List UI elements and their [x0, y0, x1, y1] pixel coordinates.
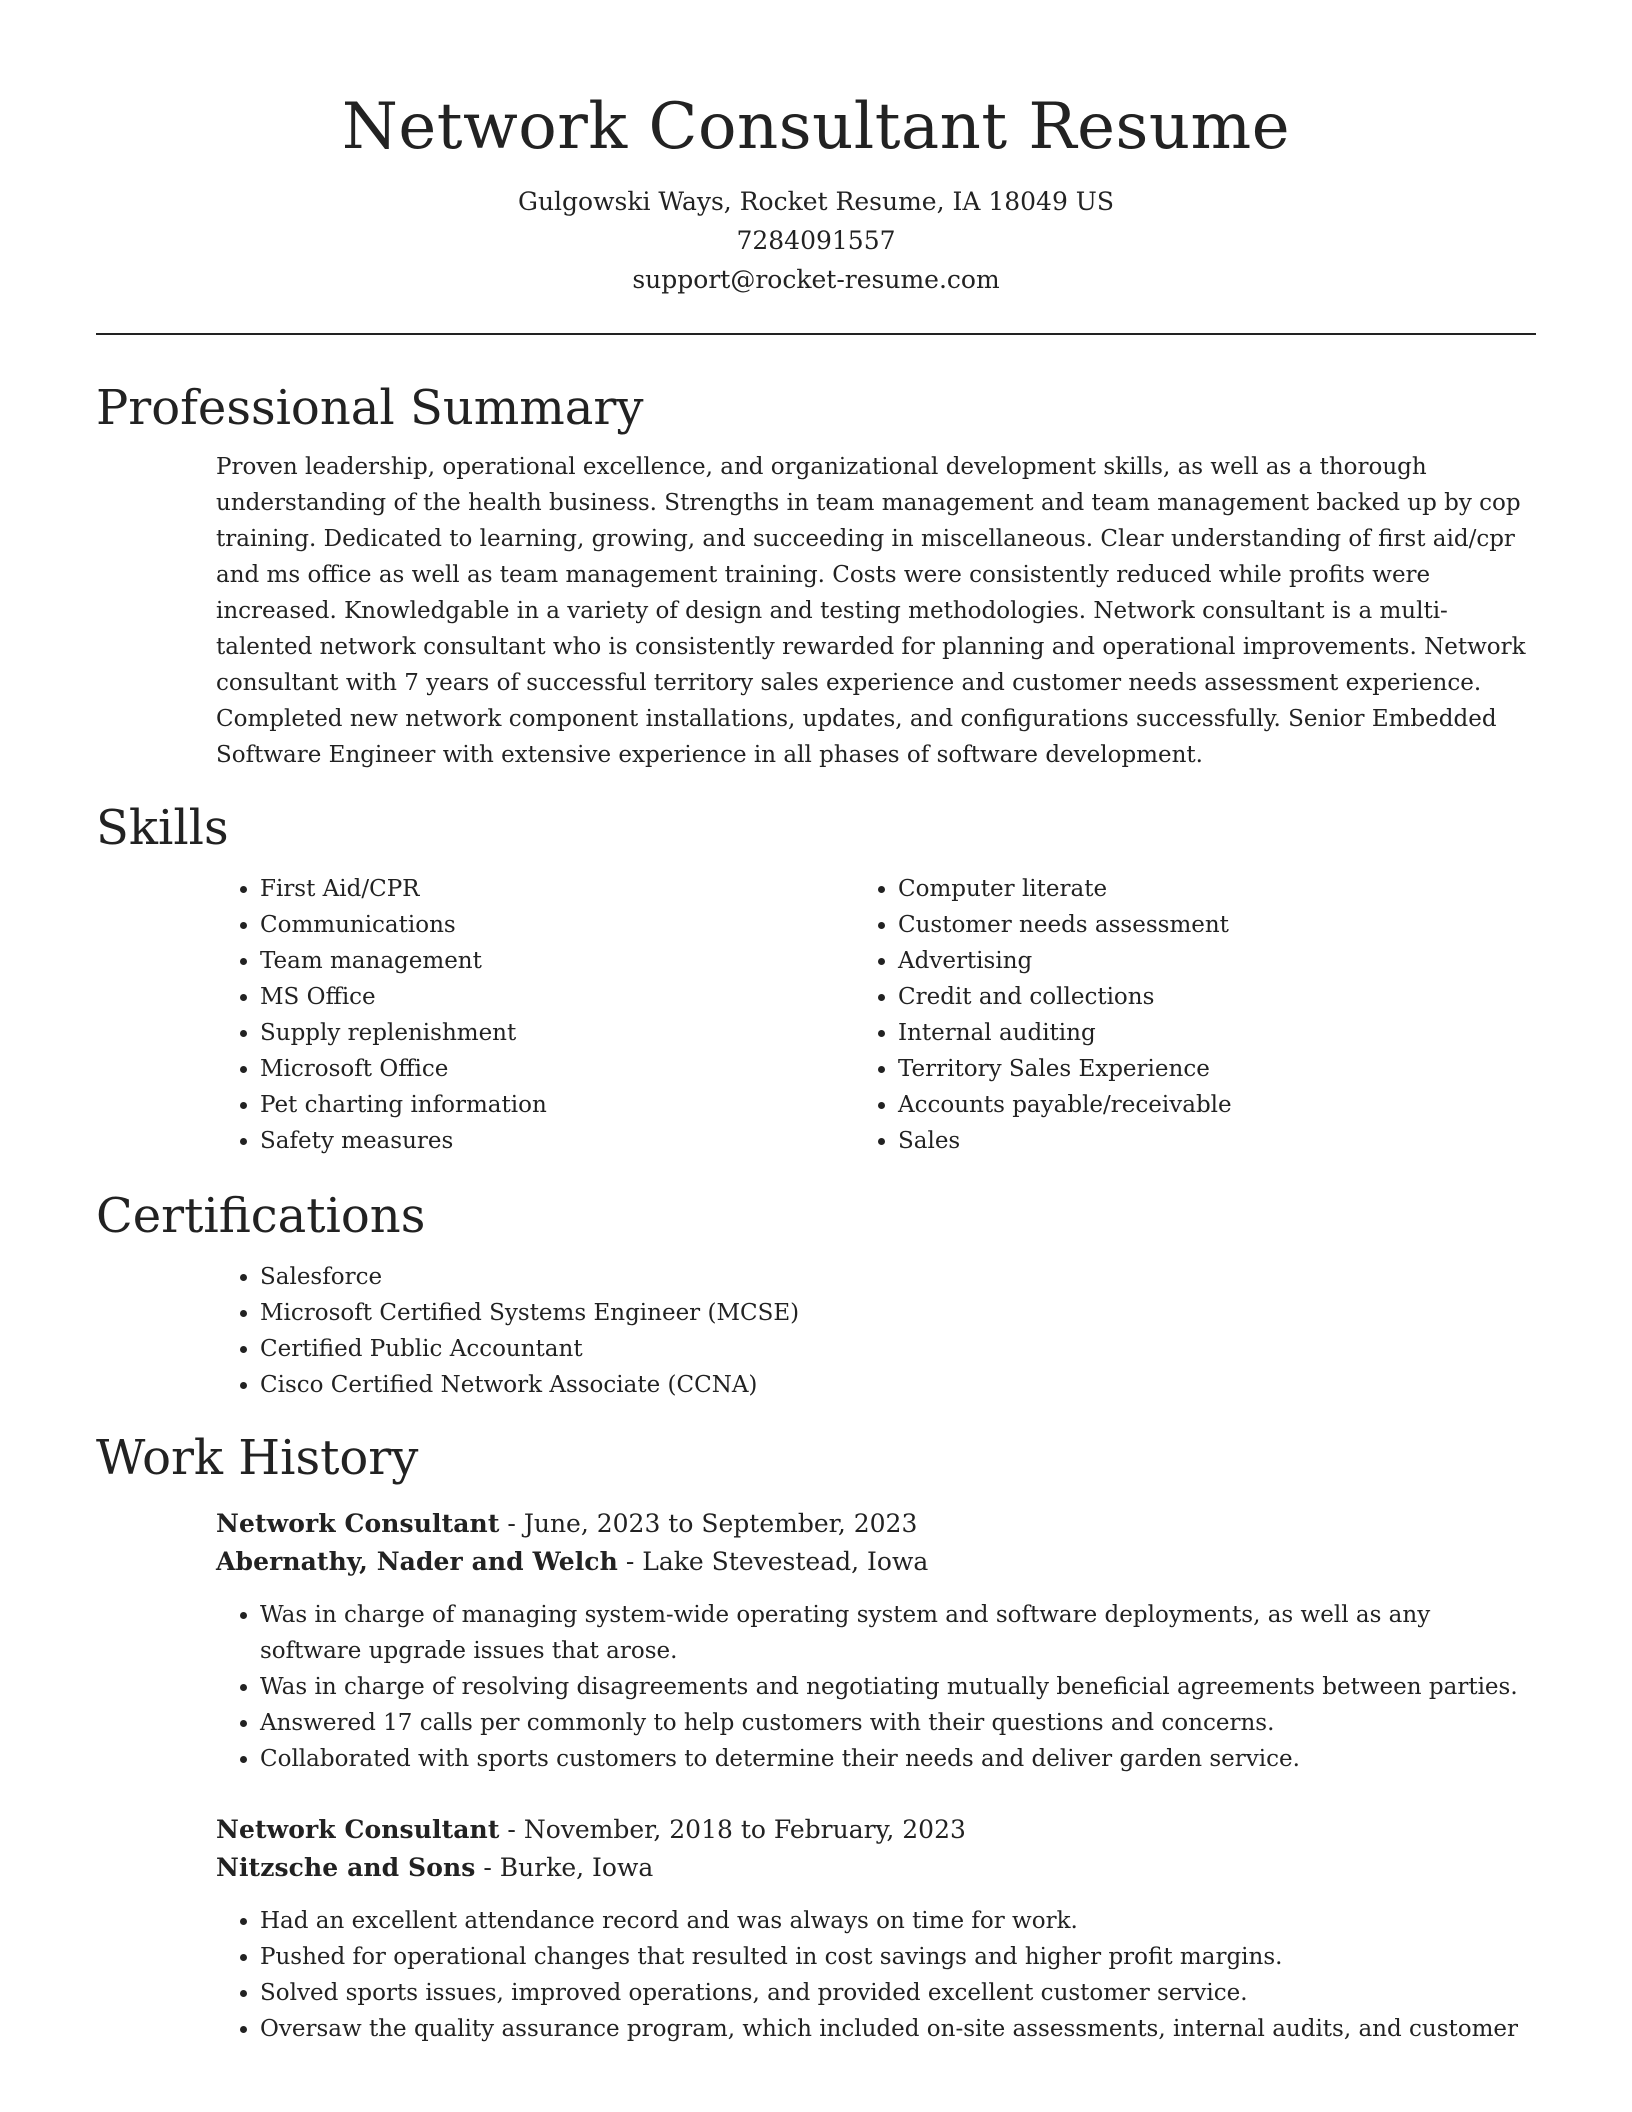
skill-item: • Computer literate — [898, 871, 1536, 907]
job-separator: - — [507, 1509, 524, 1538]
skill-item: • First Aid/CPR — [260, 871, 898, 907]
job-bullet: • Pushed for operational changes that resulted in cost savings and higher profit margins. — [260, 1939, 1536, 1975]
skill-item: • Territory Sales Experience — [898, 1051, 1536, 1087]
skill-item: • Microsoft Office — [260, 1051, 898, 1087]
skill-item: • MS Office — [260, 979, 898, 1015]
job-bullets — [260, 1597, 1536, 1777]
skills-column-right — [898, 871, 1536, 1159]
skills-column-left — [260, 871, 898, 1159]
job-separator: - — [625, 1547, 643, 1576]
skill-item: • Credit and collections — [898, 979, 1536, 1015]
job-bullet: • Had an excellent attendance record and was always on time for work. — [260, 1903, 1536, 1939]
job-location: Burke, Iowa — [499, 1853, 654, 1882]
job-bullets — [260, 1903, 1536, 2047]
work-history-section — [96, 1427, 1536, 2047]
job-title-line — [216, 1811, 1536, 1849]
skill-item: • Internal auditing — [898, 1015, 1536, 1051]
job-bullet: • Solved sports issues, improved operations, and provided excellent customer service. — [260, 1975, 1536, 2011]
job-dates: November, 2018 to February, 2023 — [523, 1815, 966, 1844]
summary-section — [96, 377, 1536, 773]
certification-item: • Microsoft Certified Systems Engineer (MCSE) — [260, 1295, 1536, 1331]
skill-item: • Customer needs assessment — [898, 907, 1536, 943]
skills-grid — [260, 871, 1536, 1159]
certification-item: • Cisco Certified Network Associate (CCNA) — [260, 1367, 1536, 1403]
job-entry — [216, 1505, 1536, 1777]
skill-item: • Safety measures — [260, 1123, 898, 1159]
skill-item: • Communications — [260, 907, 898, 943]
resume-title: Network Consultant Resume — [341, 90, 1291, 164]
contact-address: Gulgowski Ways, Rocket Resume, IA 18049 US — [517, 187, 1115, 216]
certifications-list — [260, 1259, 1536, 1403]
job-title: Network Consultant — [216, 1815, 500, 1844]
job-bullet: • Answered 17 calls per commonly to help customers with their questions and concerns. — [260, 1705, 1536, 1741]
job-entry — [216, 1811, 1536, 2047]
skill-item: • Sales — [898, 1123, 1536, 1159]
contact-phone: 7284091557 — [736, 226, 896, 255]
job-bullet: • Oversaw the quality assurance program, which included on-site assessments, internal audits, and customer — [260, 2011, 1536, 2047]
certification-item: • Certified Public Accountant — [260, 1331, 1536, 1367]
job-bullet: • Was in charge of managing system-wide operating system and software deployments, as well as any software upgrade issues that arose. — [260, 1597, 1536, 1669]
summary-heading: Professional Summary — [96, 380, 644, 436]
header-divider — [96, 333, 1536, 335]
skill-item: • Team management — [260, 943, 898, 979]
certifications-section — [96, 1185, 1536, 1403]
skill-item: • Accounts payable/receivable — [898, 1087, 1536, 1123]
job-company-line — [216, 1849, 1536, 1887]
job-location: Lake Stevestead, Iowa — [642, 1547, 929, 1576]
contact-email: support@rocket-resume.com — [632, 265, 1000, 294]
job-separator: - — [507, 1815, 524, 1844]
skills-heading: Skills — [96, 800, 229, 856]
job-company: Nitzsche and Sons — [216, 1853, 476, 1882]
work-history-heading: Work History — [96, 1430, 419, 1486]
job-separator: - — [483, 1853, 500, 1882]
skill-item: • Advertising — [898, 943, 1536, 979]
resume-header — [96, 0, 1536, 299]
job-title-line — [216, 1505, 1536, 1543]
job-bullet: • Collaborated with sports customers to determine their needs and deliver garden service. — [260, 1741, 1536, 1777]
summary-text: Proven leadership, operational excellence, and organizational development skills, as well as a thorough understanding of the health business. Strengths in team management and team management backed up by cop training. Dedicated to learning, growing, and succeeding in miscellaneous. Clear understanding of first aid/cpr and ms office as well as team management training. Costs were consistently reduced while profits were increased. Knowledgable in a variety of design and testing methodologies. Network consultant is a multi-talented network consultant who is consistently rewarded for planning and operational improvements. Network consultant with 7 years of successful territory sales experience and customer needs assessment experience. Completed new network component installations, updates, and configurations successfully. Senior Embedded Software Engineer with extensive experience in all phases of software development. — [216, 454, 1526, 768]
skill-item: • Pet charting information — [260, 1087, 898, 1123]
job-company-line — [216, 1543, 1536, 1581]
certifications-heading: Certifications — [96, 1188, 426, 1244]
skills-section — [96, 797, 1536, 1159]
skill-item: • Supply replenishment — [260, 1015, 898, 1051]
job-bullet: • Was in charge of resolving disagreements and negotiating mutually beneficial agreements between parties. — [260, 1669, 1536, 1705]
certification-item: • Salesforce — [260, 1259, 1536, 1295]
job-title: Network Consultant — [216, 1509, 500, 1538]
job-dates: June, 2023 to September, 2023 — [523, 1509, 918, 1538]
contact-info — [96, 182, 1536, 299]
job-company: Abernathy, Nader and Welch — [216, 1547, 618, 1576]
